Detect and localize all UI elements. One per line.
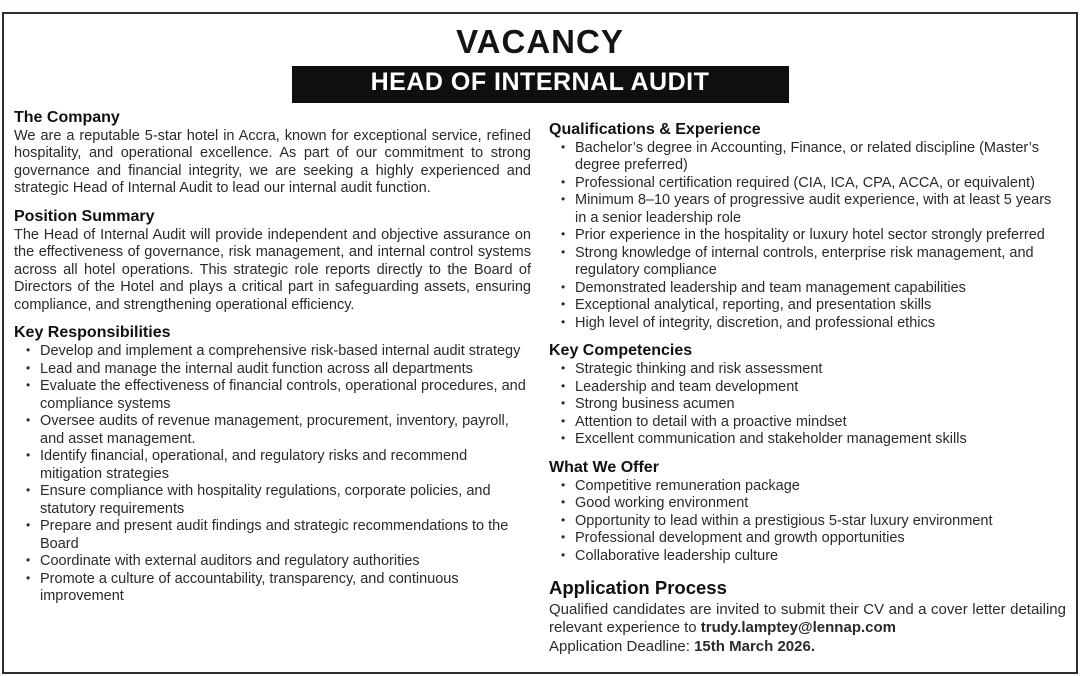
left-column xyxy=(14,107,531,657)
position-summary-heading: Position Summary xyxy=(14,207,155,225)
list-item: • Professional certification required (CIA, ICA, CPA, ACCA, or equivalent) xyxy=(561,175,1066,193)
position-banner: HEAD OF INTERNAL AUDIT xyxy=(292,66,789,103)
list-item: • Evaluate the effectiveness of financial controls, operational procedures, and compliance systems xyxy=(26,378,531,413)
company-body: We are a reputable 5-star hotel in Accra, known for exceptional service, refined hospitality, and operational excellence. As part of our commitment to strong governance and financial integrity, we are seeking a highly experienced and strategic Head of Internal Audit to lead our internal audit function. xyxy=(14,127,531,197)
list-item: • High level of integrity, discretion, and professional ethics xyxy=(561,315,1066,333)
list-item: • Exceptional analytical, reporting, and presentation skills xyxy=(561,297,1066,315)
list-item: • Develop and implement a comprehensive risk-based internal audit strategy xyxy=(26,343,531,361)
list-item: • Good working environment xyxy=(561,495,1066,513)
section-qualifications xyxy=(549,121,1066,333)
list-item: • Attention to detail with a proactive mindset xyxy=(561,414,1066,432)
application-process-heading: Application Process xyxy=(549,577,727,599)
list-item: • Demonstrated leadership and team management capabilities xyxy=(561,280,1066,298)
deadline-value: 15th March 2026. xyxy=(694,638,815,656)
section-competencies xyxy=(549,342,1066,449)
list-item: • Excellent communication and stakeholder management skills xyxy=(561,431,1066,449)
ad-header xyxy=(14,24,1066,103)
application-body xyxy=(549,601,1066,637)
list-item: • Lead and manage the internal audit function across all departments xyxy=(26,361,531,379)
key-responsibilities-list xyxy=(14,343,531,606)
company-heading: The Company xyxy=(14,108,120,126)
list-item: • Coordinate with external auditors and regulatory authorities xyxy=(26,553,531,571)
list-item: • Oversee audits of revenue management, procurement, inventory, payroll, and asset management. xyxy=(26,413,531,448)
list-item: • Identify financial, operational, and regulatory risks and recommend mitigation strategies xyxy=(26,448,531,483)
list-item: • Opportunity to lead within a prestigious 5-star luxury environment xyxy=(561,513,1066,531)
position-summary-body: The Head of Internal Audit will provide independent and objective assurance on the effectiveness of governance, risk management, and internal control systems across all hotel operations. This strategic role reports directly to the Board of Directors of the Hotel and plays a critical part in safeguarding assets, ensuring compliance, and strengthening operational efficiency. xyxy=(14,226,531,313)
list-item: • Strategic thinking and risk assessment xyxy=(561,361,1066,379)
list-item: • Minimum 8–10 years of progressive audit experience, with at least 5 years in a senior leadership role xyxy=(561,192,1066,227)
qualifications-heading: Qualifications & Experience xyxy=(549,120,761,138)
vacancy-ad-container xyxy=(2,12,1078,674)
section-offer xyxy=(549,459,1066,566)
list-item: • Ensure compliance with hospitality regulations, corporate policies, and statutory requirements xyxy=(26,483,531,518)
section-company xyxy=(14,109,531,198)
competencies-heading: Key Competencies xyxy=(549,342,693,360)
list-item: • Leadership and team development xyxy=(561,379,1066,397)
page-title: VACANCY xyxy=(456,23,624,60)
application-deadline xyxy=(549,638,1066,656)
section-key-responsibilities xyxy=(14,324,531,606)
section-application-process xyxy=(549,577,1066,656)
offer-list xyxy=(549,478,1066,566)
list-item: • Prior experience in the hospitality or luxury hotel sector strongly preferred xyxy=(561,227,1066,245)
application-body-text: Qualified candidates are invited to submit their CV and a cover letter detailing relevant experience to xyxy=(549,601,1066,637)
list-item: • Professional development and growth opportunities xyxy=(561,530,1066,548)
section-position-summary xyxy=(14,208,531,315)
application-email: trudy.lamptey@lennap.com xyxy=(700,619,896,637)
competencies-list xyxy=(549,361,1066,449)
qualifications-list xyxy=(549,140,1066,333)
list-item: • Prepare and present audit findings and strategic recommendations to the Board xyxy=(26,518,531,553)
list-item: • Promote a culture of accountability, transparency, and continuous improvement xyxy=(26,571,531,606)
list-item: • Competitive remuneration package xyxy=(561,478,1066,496)
list-item: • Bachelor’s degree in Accounting, Finance, or related discipline (Master’s degree preferred) xyxy=(561,140,1066,175)
offer-heading: What We Offer xyxy=(549,458,659,476)
key-responsibilities-heading: Key Responsibilities xyxy=(14,324,171,342)
two-column-layout xyxy=(14,107,1066,657)
list-item: • Strong knowledge of internal controls, enterprise risk management, and regulatory compliance xyxy=(561,245,1066,280)
list-item: • Collaborative leadership culture xyxy=(561,548,1066,566)
right-column xyxy=(549,107,1066,657)
deadline-label: Application Deadline: xyxy=(549,638,695,656)
list-item: • Strong business acumen xyxy=(561,396,1066,414)
